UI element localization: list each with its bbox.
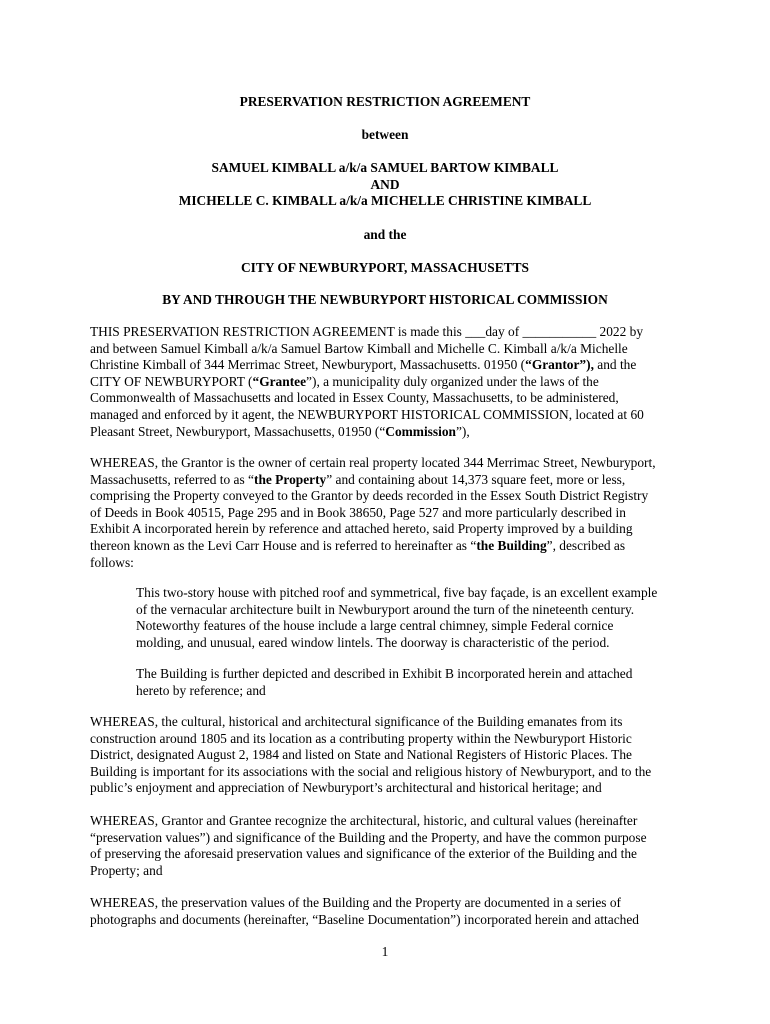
- whereas-line: “preservation values”) and significance of the Building and the Property, and have the common purpose: [90, 829, 647, 845]
- intro-paragraph: [90, 324, 680, 440]
- party2-grantee: CITY OF NEWBURYPORT, MASSACHUSETTS: [241, 260, 529, 275]
- party1-grantor-1: SAMUEL KIMBALL a/k/a SAMUEL BARTOW KIMBALL: [211, 160, 559, 175]
- whereas-line: thereon known as the Levi Carr House and is referred to hereinafter as “the Building”, described as: [90, 537, 626, 553]
- whereas-line: follows:: [90, 554, 134, 570]
- quote-line: Noteworthy features of the house include a large central chimney, simple Federal cornice: [136, 618, 614, 634]
- quote-line: of the vernacular architecture built in Newburyport around the turn of the nineteenth century.: [136, 601, 635, 617]
- intro-line: Christine Kimball of 344 Merrimac Street, Newburyport, Massachusetts. 01950 (“Grantor”), and the: [90, 357, 637, 373]
- whereas-line: District, designated August 2, 1984 and listed on State and National Registers of Historic Places. The: [90, 747, 632, 763]
- whereas-line: construction around 1805 and its location as a contributing property within the Newburyport Historic: [90, 730, 632, 746]
- quote-line: The Building is further depicted and described in Exhibit B incorporated herein and attached: [136, 666, 633, 681]
- whereas-line: WHEREAS, Grantor and Grantee recognize the architectural, historic, and cultural values (hereinafter: [90, 813, 638, 828]
- grantor-defined-term: “Grantor”),: [525, 357, 594, 373]
- intro-line: and between Samuel Kimball a/k/a Samuel Bartow Kimball and Michelle C. Kimball a/k/a Michelle: [90, 340, 628, 356]
- whereas-line: photographs and documents (hereinafter, “Baseline Documentation”) incorporated herein and attached: [90, 911, 640, 927]
- party1-grantor-2: MICHELLE C. KIMBALL a/k/a MICHELLE CHRISTINE KIMBALL: [178, 193, 592, 208]
- and-the-label: and the: [363, 227, 407, 242]
- whereas-values-paragraph: [90, 813, 680, 879]
- whereas-line: comprising the Property conveyed to the Grantor by deeds recorded in the Essex South District Registry: [90, 488, 649, 504]
- quote-line: hereto by reference; and: [136, 682, 266, 698]
- whereas-significance-paragraph: [90, 714, 680, 797]
- between-label: between: [361, 127, 409, 142]
- property-defined-term: the Property: [253, 471, 327, 487]
- intro-line: Pleasant Street, Newburyport, Massachusetts, 01950 (“Commission”),: [90, 423, 470, 439]
- commission-defined-term: Commission: [385, 423, 456, 439]
- whereas-line: of preserving the aforesaid preservation values and significance of the exterior of the Building and the: [90, 846, 637, 862]
- page-number: 1: [381, 944, 389, 959]
- whereas-line: public’s enjoyment and appreciation of Newburyport’s architectural and historical heritage; and: [90, 780, 602, 796]
- whereas-line: WHEREAS, the preservation values of the Building and the Property are documented in a series of: [90, 895, 622, 910]
- quote-line: molding, and unusual, eared window lintels. The doorway is characteristic of the period.: [136, 634, 610, 650]
- exhibit-b-quote: [136, 666, 681, 699]
- whereas-property-paragraph: [90, 455, 680, 571]
- intro-line: CITY OF NEWBURYPORT (“Grantee”), a municipality duly organized under the laws of the: [90, 373, 599, 389]
- whereas-line: Exhibit A incorporated herein by reference and attached hereto, said Property improved by a building: [90, 521, 633, 537]
- whereas-line: of Deeds in Book 40515, Page 295 and in Book 38650, Page 527 and more particularly described in: [90, 504, 626, 520]
- whereas-line: WHEREAS, the cultural, historical and architectural significance of the Building emanates from its: [90, 714, 623, 729]
- intro-line: managed and enforced by it agent, the NEWBURYPORT HISTORICAL COMMISSION, located at 60: [90, 406, 644, 422]
- building-defined-term: the Building: [476, 537, 547, 553]
- whereas-line: Building is important for its associations with the social and religious history of Newburyport, and to the: [90, 763, 652, 779]
- whereas-line: Property; and: [90, 862, 163, 878]
- intro-line: THIS PRESERVATION RESTRICTION AGREEMENT is made this ___day of ___________ 2022 by: [90, 324, 644, 339]
- grantee-defined-term: “Grantee: [252, 373, 307, 389]
- whereas-line: WHEREAS, the Grantor is the owner of certain real property located 344 Merrimac Street, Newburyport,: [90, 455, 656, 470]
- party1-and: AND: [370, 177, 400, 192]
- whereas-documentation-paragraph: [90, 895, 680, 928]
- quote-line: This two-story house with pitched roof and symmetrical, five bay façade, is an excellent example: [136, 585, 658, 600]
- building-description-quote: [136, 585, 681, 651]
- intro-line: Commonwealth of Massachusetts and located in Essex County, Massachusetts, to be administered,: [90, 390, 619, 406]
- party2-commission: BY AND THROUGH THE NEWBURYPORT HISTORICAL COMMISSION: [162, 292, 608, 307]
- whereas-line: Massachusetts, referred to as “the Property” and containing about 14,373 square feet, more or less,: [90, 471, 626, 487]
- agreement-title: PRESERVATION RESTRICTION AGREEMENT: [239, 94, 531, 109]
